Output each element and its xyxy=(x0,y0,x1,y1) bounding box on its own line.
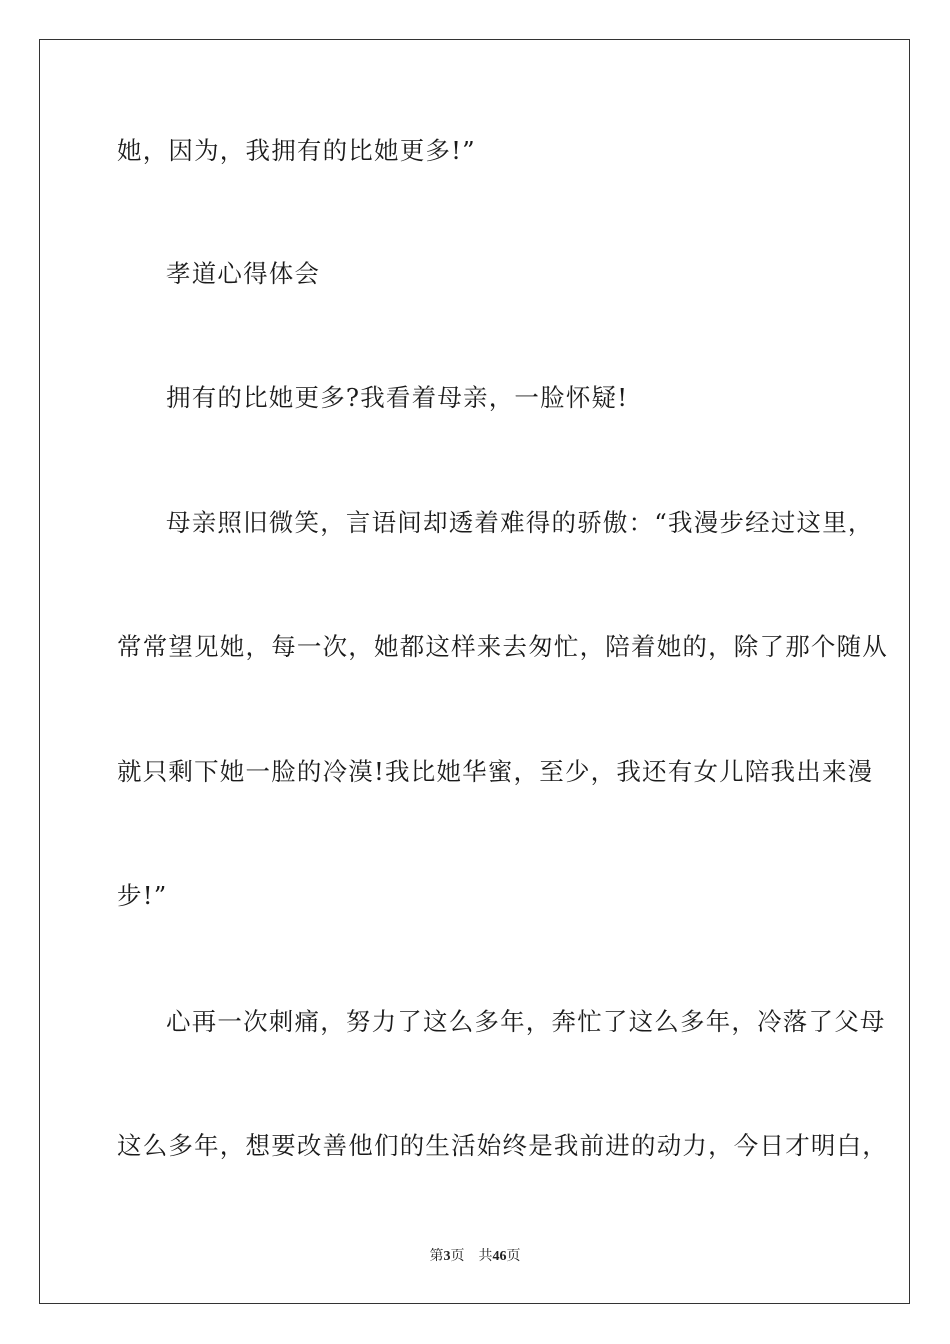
page-border xyxy=(39,39,910,1304)
footer-total-suffix: 页 xyxy=(506,1248,521,1264)
footer-page-suffix: 页 xyxy=(450,1248,465,1264)
text-line-6: 就只剩下她一脸的冷漠!我比她华蜜，至少，我还有女儿陪我出来漫 xyxy=(117,757,874,786)
text-line-8: 心再一次刺痛，努力了这么多年，奔忙了这么多年，冷落了父母 xyxy=(166,1007,886,1036)
text-line-5: 常常望见她，每一次，她都这样来去匆忙，陪着她的，除了那个随从 xyxy=(117,632,888,661)
footer-total-prefix: 共 xyxy=(478,1248,493,1264)
text-line-9: 这么多年，想要改善他们的生活始终是我前进的动力，今日才明白， xyxy=(117,1131,888,1160)
section-heading: 孝道心得体会 xyxy=(166,259,321,288)
footer-prefix: 第 xyxy=(429,1248,444,1264)
footer-current-page: 3 xyxy=(443,1249,451,1264)
footer-total-pages: 46 xyxy=(492,1249,507,1264)
text-line-3: 拥有的比她更多?我看着母亲，一脸怀疑! xyxy=(166,383,629,412)
page-footer xyxy=(0,1246,950,1267)
text-line-1: 她，因为，我拥有的比她更多!” xyxy=(117,136,476,165)
text-line-7: 步!” xyxy=(117,881,168,910)
text-line-4: 母亲照旧微笑，言语间却透着难得的骄傲：“我漫步经过这里， xyxy=(166,508,874,537)
